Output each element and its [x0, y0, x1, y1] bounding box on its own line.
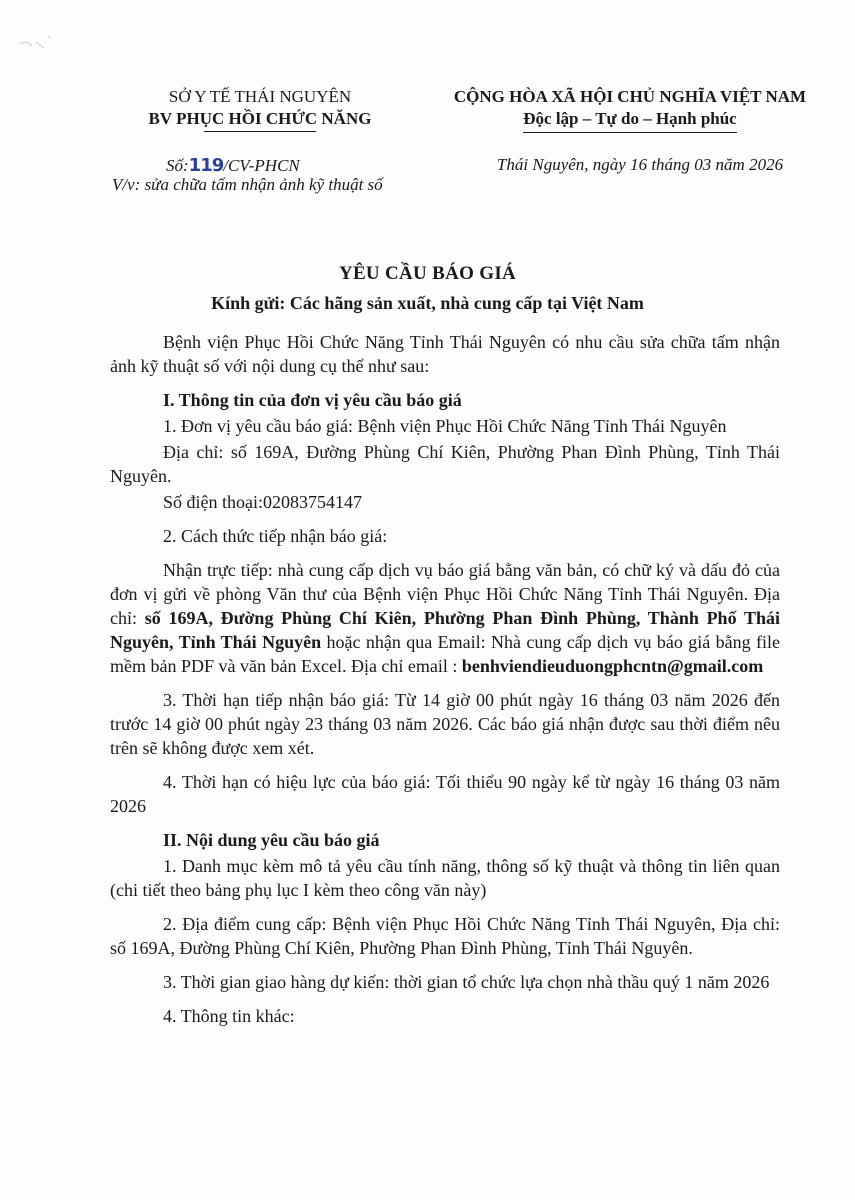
section-2-item-1: 1. Danh mục kèm mô tả yêu cầu tính năng, thông số kỹ thuật và thông tin liên quan (chi tiết theo bảng phụ lục I kèm theo công văn này) [110, 856, 780, 900]
email-receipt-text: hoặc nhận qua Email: Nhà cung cấp dịch vụ báo giá bằng file mềm bản PDF và văn bản Excel. Địa chỉ email : [110, 632, 780, 676]
document-body [110, 330, 780, 1038]
issuing-organization [110, 86, 410, 130]
document-number [166, 155, 300, 176]
section-2-item-4: 4. Thông tin khác: [163, 1006, 295, 1026]
doc-prefix: Số: [166, 156, 189, 175]
nation-title: CỘNG HÒA XÃ HỘI CHỦ NGHĨA VIỆT NAM [453, 87, 807, 106]
section-2-item-2: 2. Địa điểm cung cấp: Bệnh viện Phục Hồi Chức Năng Tỉnh Thái Nguyên, Địa chỉ: số 169A, Đường Phùng Chí Kiên, Phường Phan Đình Phùng, Tỉnh Thái Nguyên. [110, 914, 780, 958]
section-1-item-1: 1. Đơn vị yêu cầu báo giá: Bệnh viện Phục Hồi Chức Năng Tỉnh Thái Nguyên [163, 416, 727, 436]
scan-mark [18, 30, 58, 60]
recipient-line: Kính gửi: Các hãng sản xuất, nhà cung cấp tại Việt Nam [211, 293, 644, 313]
intro-paragraph: Bệnh viện Phục Hồi Chức Năng Tỉnh Thái Nguyên có nhu cầu sửa chữa tấm nhận ảnh kỹ thuật số với nội dung cụ thể như sau: [110, 332, 780, 376]
place-date: Thái Nguyên, ngày 16 tháng 03 năm 2026 [496, 155, 784, 174]
section-1-direct-receipt [110, 558, 780, 678]
contact-email: benhviendieuduongphcntn@gmail.com [461, 656, 764, 676]
section-1-address: Địa chỉ: số 169A, Đường Phùng Chí Kiên, Phường Phan Đình Phùng, Tỉnh Thái Nguyên. [110, 442, 780, 486]
national-header [430, 86, 830, 133]
section-2-item-3: 3. Thời gian giao hàng dự kiến: thời gian tổ chức lựa chọn nhà thầu quý 1 năm 2026 [163, 972, 770, 992]
direct-receipt-address: số 169A, Đường Phùng Chí Kiên, Phường Phan Đình Phùng, Thành Phố Thái Nguyên, Tỉnh Thái Nguyên [110, 608, 780, 652]
section-2-heading: II. Nội dung yêu cầu báo giá [163, 830, 380, 850]
document-title: YÊU CẦU BÁO GIÁ [338, 263, 517, 284]
handwritten-number: 119 [188, 155, 224, 176]
section-1-item-3: 3. Thời hạn tiếp nhận báo giá: Từ 14 giờ 00 phút ngày 16 tháng 03 năm 2026 đến trước 14 giờ 00 phút ngày 23 tháng 03 năm 2026. Các báo giá nhận được sau thời điểm nêu trên sẽ không được xem xét. [110, 690, 780, 758]
org-parent: SỞ Y TẾ THÁI NGUYÊN [168, 87, 352, 106]
section-1-phone: Số điện thoại:02083754147 [163, 492, 362, 512]
direct-receipt-text: Nhận trực tiếp: nhà cung cấp dịch vụ báo giá bằng văn bản, có chữ ký và dấu đỏ của đơn vị gửi về phòng Văn thư của Bệnh viện Phục Hồi Chức Năng Tỉnh Thái Nguyên. Địa chỉ: [110, 560, 780, 628]
org-name: BV PHỤC HỒI CHỨC NĂNG [148, 109, 372, 128]
section-1-item-4: 4. Thời hạn có hiệu lực của báo giá: Tối thiểu 90 ngày kể từ ngày 16 tháng 03 năm 2026 [110, 772, 780, 816]
section-1-item-2: 2. Cách thức tiếp nhận báo giá: [163, 526, 388, 546]
document-subject: V/v: sửa chữa tấm nhận ảnh kỹ thuật số [112, 175, 383, 194]
section-1-heading: I. Thông tin của đơn vị yêu cầu báo giá [163, 390, 462, 410]
doc-suffix: /CV-PHCN [223, 156, 300, 175]
header-divider [204, 131, 316, 132]
national-motto: Độc lập – Tự do – Hạnh phúc [523, 108, 736, 133]
